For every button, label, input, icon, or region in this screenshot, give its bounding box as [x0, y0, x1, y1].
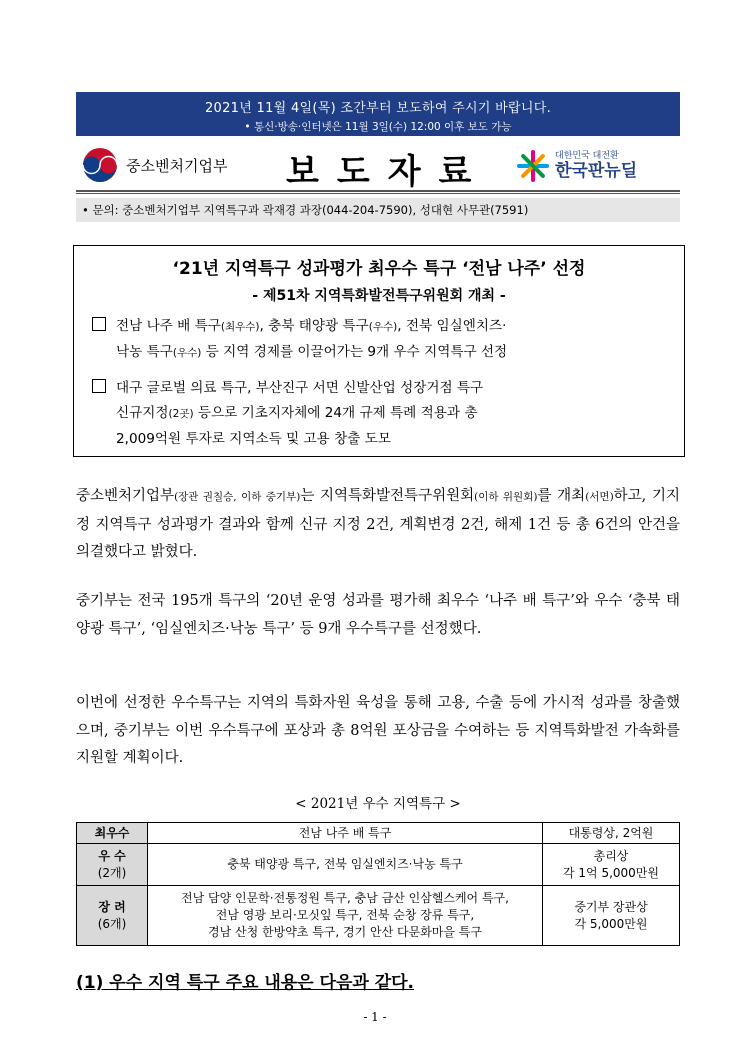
- paragraph-2: 중기부는 전국 195개 특구의 ‘20년 운영 성과를 평가해 최우수 ‘나주 배 특구’와 우수 ‘충북 태양광 특구’, ‘임실엔치즈·낙농 특구’ 등 9개 우수특구를 선정했다.: [76, 593, 680, 637]
- grade-cell: 우 수 (2개): [77, 844, 148, 886]
- excellent-zones-table: [76, 822, 680, 946]
- checkbox-square-icon: [92, 317, 106, 331]
- page-number: - 1 -: [363, 1010, 387, 1024]
- ministry-logo: [82, 146, 282, 184]
- zone-list-cell: 전남 나주 배 특구: [148, 823, 543, 844]
- taegeuk-emblem-icon: [82, 147, 118, 183]
- new-deal-star-icon: [515, 148, 551, 184]
- grade-cell: 최우수: [77, 823, 148, 844]
- grade-cell: 장 려 (6개): [77, 886, 148, 946]
- section-heading: (1) 우수 지역 특구 주요 내용은 다음과 같다.: [76, 973, 415, 993]
- award-cell: 중기부 장관상 각 5,000만원: [543, 886, 680, 946]
- contact-info: • 문의: 중소벤처기업부 지역특구과 곽재경 과장(044-204-7590), 성대현 사무관(7591): [76, 198, 680, 222]
- paragraph-3: 이번에 선정한 우수특구는 지역의 특화자원 육성을 통해 고용, 수출 등에 가시적 성과를 창출했으며, 중기부는 이번 우수특구에 포상과 총 8억원 포상금을 수여하는 등 지역특화발전 가속화를 지원할 계획이다.: [76, 695, 680, 766]
- summary-bullet-2: 대구 글로벌 의료 특구, 부산진구 서면 신발산업 성장거점 특구 신규지정(2곳) 등으로 기초지자체에 24개 규제 특례 적용과 총 2,009억원 투자로 지역소득 및 고용 창출 도모: [92, 376, 667, 452]
- checkbox-square-icon: [92, 379, 106, 393]
- paragraph-1: 중소벤처기업부(장관 권칠승, 이하 중기부)는 지역특화발전특구위원회(이하 위원회)를 개최(서면)하고, 기지정 지역특구 성과평가 결과와 함께 신규 지정 2건, 계획변경 2건, 해제 1건 등 총 6건의 안건을 의결했다고 밝혔다.: [76, 488, 681, 560]
- table-row: [77, 886, 680, 946]
- header-divider: [76, 190, 680, 192]
- table-row: [77, 823, 680, 844]
- table-row: [77, 844, 680, 886]
- brand-tagline: 대한민국 대전환: [555, 151, 619, 161]
- korean-new-deal-logo: [515, 146, 680, 186]
- brand-name: 한국판뉴딜: [555, 161, 638, 181]
- header-divider-thin: [76, 193, 680, 194]
- table-title: < 2021년 우수 지역특구 >: [295, 796, 461, 812]
- headline: ‘21년 지역특구 성과평가 최우수 특구 ‘전남 나주’ 선정: [172, 259, 586, 279]
- ministry-name: 중소벤처기업부: [126, 156, 228, 175]
- award-cell: 총리상 각 1억 5,000만원: [543, 844, 680, 886]
- award-cell: 대통령상, 2억원: [543, 823, 680, 844]
- summary-bullet-1: 전남 나주 배 특구(최우수), 충북 태양광 특구(우수), 전북 임실엔치즈· 낙농 특구(우수) 등 지역 경제를 이끌어가는 9개 우수 지역특구 선정: [92, 314, 667, 366]
- embargo-banner: [76, 92, 680, 136]
- embargo-line-1: 2021년 11월 4일(목) 조간부터 보도하여 주시기 바랍니다.: [204, 101, 552, 116]
- summary-box: [73, 245, 685, 457]
- document-title: 보도자료: [286, 152, 490, 192]
- embargo-line-2: • 통신·방송·인터넷은 11월 3일(수) 12:00 이후 보도 가능: [244, 121, 512, 133]
- subheadline: - 제51차 지역특화발전특구위원회 개최 -: [252, 288, 506, 304]
- zone-list-cell: 전남 담양 인문학·전통정원 특구, 충남 금산 인삼헬스케어 특구, 전남 영광 보리·모싯잎 특구, 전북 순창 장류 특구, 경남 산청 한방약초 특구, 경기 안산 다문화마을 특구: [148, 886, 543, 946]
- zone-list-cell: 충북 태양광 특구, 전북 임실엔치즈·낙농 특구: [148, 844, 543, 886]
